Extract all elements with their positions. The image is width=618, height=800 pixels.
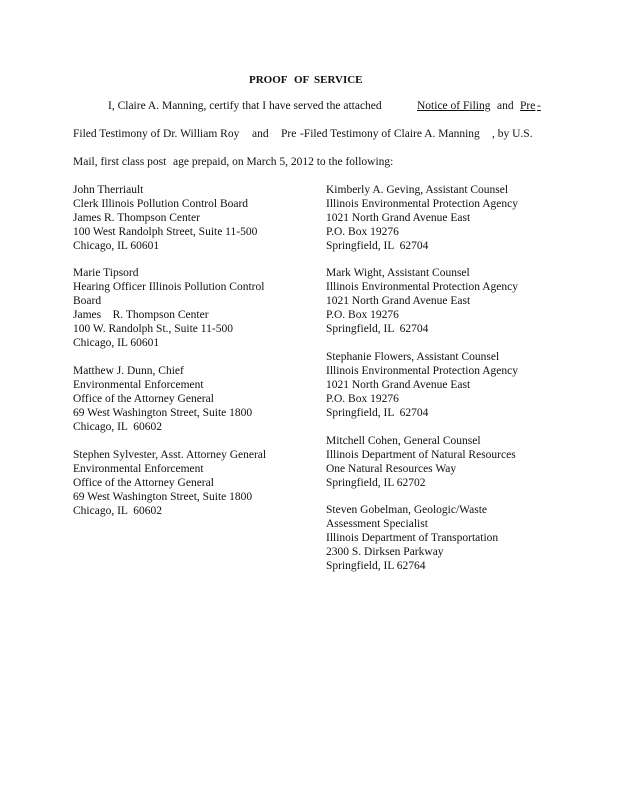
address-line: Office of the Attorney General bbox=[73, 477, 214, 489]
title-word-service: SERVICE bbox=[314, 74, 363, 86]
address-line: Illinois Environmental Protection Agency bbox=[326, 198, 518, 210]
address-line: Stephanie Flowers, Assistant Counsel bbox=[326, 351, 500, 363]
address-line: James R. Thompson Center bbox=[73, 309, 209, 321]
service-address-block bbox=[326, 350, 518, 420]
address-line: James R. Thompson Center bbox=[73, 212, 200, 224]
address-line: Chicago, IL 60601 bbox=[73, 337, 160, 349]
address-line: Board bbox=[73, 295, 102, 307]
certify-line2-roy: Filed Testimony of Dr. William Roy bbox=[73, 128, 240, 140]
address-line: P.O. Box 19276 bbox=[326, 309, 399, 321]
service-address-block bbox=[326, 434, 516, 490]
certify-line1-pre: Pre bbox=[520, 100, 536, 112]
address-line: Illinois Department of Natural Resources bbox=[326, 449, 516, 461]
title-word-proof: PROOF bbox=[249, 74, 288, 86]
service-address-block bbox=[326, 503, 498, 573]
address-line: Environmental Enforcement bbox=[73, 379, 204, 391]
certify-line2-manning: -Filed Testimony of Claire A. Manning bbox=[300, 128, 480, 140]
address-line: Marie Tipsord bbox=[73, 267, 139, 279]
address-line: Springfield, IL 62704 bbox=[326, 240, 429, 252]
certify-line2-by-us: , by U.S. bbox=[492, 128, 533, 140]
address-line: Illinois Department of Transportation bbox=[326, 532, 499, 544]
address-line: P.O. Box 19276 bbox=[326, 226, 399, 238]
title-word-of: OF bbox=[294, 74, 310, 86]
address-line: Springfield, IL 62702 bbox=[326, 477, 426, 489]
address-line: Springfield, IL 62764 bbox=[326, 560, 426, 572]
certify-notice-of-filing: Notice of Filing bbox=[417, 100, 491, 112]
address-line: Mark Wight, Assistant Counsel bbox=[326, 267, 470, 279]
address-line: 69 West Washington Street, Suite 1800 bbox=[73, 407, 253, 419]
address-line: 1021 North Grand Avenue East bbox=[326, 379, 471, 391]
certify-line3-a: Mail, first class post bbox=[73, 156, 167, 168]
address-line: Environmental Enforcement bbox=[73, 463, 204, 475]
address-line: John Therriault bbox=[73, 184, 144, 196]
service-address-block bbox=[73, 448, 266, 518]
address-line: Steven Gobelman, Geologic/Waste bbox=[326, 504, 487, 516]
address-line: Matthew J. Dunn, Chief bbox=[73, 365, 184, 377]
address-line: 1021 North Grand Avenue East bbox=[326, 212, 471, 224]
address-line: Chicago, IL 60601 bbox=[73, 240, 160, 252]
service-address-block bbox=[73, 364, 252, 434]
certify-line1-and: and bbox=[497, 100, 514, 112]
address-line: 69 West Washington Street, Suite 1800 bbox=[73, 491, 253, 503]
certify-line3-b: age prepaid, on March 5, 2012 to the following: bbox=[173, 156, 394, 168]
address-line: Assessment Specialist bbox=[326, 518, 428, 530]
address-line: 100 West Randolph Street, Suite 11-500 bbox=[73, 226, 258, 238]
certify-line2-and: and bbox=[252, 128, 269, 140]
address-line: Springfield, IL 62704 bbox=[326, 407, 429, 419]
address-line: Mitchell Cohen, General Counsel bbox=[326, 435, 481, 447]
certify-line2-pre: Pre bbox=[281, 128, 297, 140]
certify-line1-dash: - bbox=[537, 100, 541, 112]
address-line: 1021 North Grand Avenue East bbox=[326, 295, 471, 307]
address-line: Springfield, IL 62704 bbox=[326, 323, 429, 335]
address-line: 2300 S. Dirksen Parkway bbox=[326, 546, 444, 558]
service-address-block bbox=[73, 183, 257, 253]
address-line: Chicago, IL 60602 bbox=[73, 421, 163, 433]
address-line: Illinois Environmental Protection Agency bbox=[326, 365, 518, 377]
address-line: Clerk Illinois Pollution Control Board bbox=[73, 198, 249, 210]
address-line: One Natural Resources Way bbox=[326, 463, 457, 475]
address-line: Stephen Sylvester, Asst. Attorney General bbox=[73, 449, 267, 461]
service-address-block bbox=[73, 266, 264, 350]
certify-line1-text: I, Claire A. Manning, certify that I have served the attached bbox=[108, 100, 382, 112]
address-line: Office of the Attorney General bbox=[73, 393, 214, 405]
address-line: P.O. Box 19276 bbox=[326, 393, 399, 405]
address-line: Hearing Officer Illinois Pollution Control bbox=[73, 281, 265, 293]
service-address-block bbox=[326, 183, 518, 253]
address-line: Chicago, IL 60602 bbox=[73, 505, 163, 517]
address-line: 100 W. Randolph St., Suite 11-500 bbox=[73, 323, 233, 335]
address-line: Illinois Environmental Protection Agency bbox=[326, 281, 518, 293]
address-line: Kimberly A. Geving, Assistant Counsel bbox=[326, 184, 509, 196]
service-address-block bbox=[326, 266, 518, 336]
